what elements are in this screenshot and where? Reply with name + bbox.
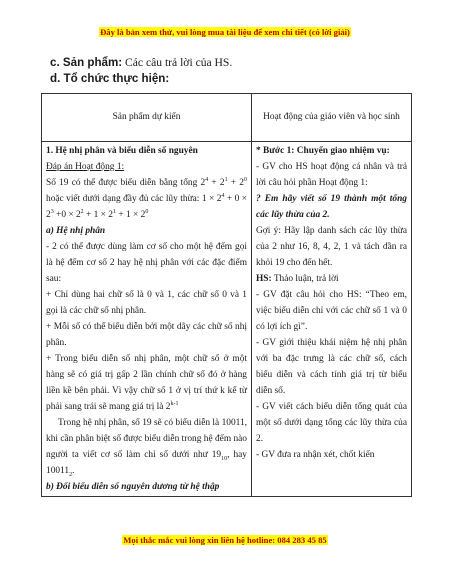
binary-paragraph-4: + Trong biểu diễn số nhị phân, một chữ số ở một hàng sẽ có giá trị gấp 2 lần chính chữ số đó ở hàng liền kề bên phải. Vì vậy chữ số 1 ở vị trí thứ k kể từ phải sang trái sẽ mang giá trị là 2$^{k-1}$	[46, 354, 247, 412]
lesson-table	[41, 93, 412, 497]
section-c-text: Các câu trả lời của HS.	[122, 56, 233, 69]
subheading-convert: b) Đổi biểu diễn số nguyên dương từ hệ thập	[46, 482, 220, 492]
question-text: ? Em hãy viết số 19 thành một tổng các lũy thừa của 2.	[256, 194, 407, 220]
table-row	[42, 142, 412, 497]
header-activity: Hoạt động của giáo viên và học sinh	[252, 94, 412, 142]
binary-paragraph-1: - 2 có thể được dùng làm cơ số cho một hệ đếm gọi là hệ đếm cơ số 2 hay hệ nhị phân với các đặc điểm sau:	[46, 242, 247, 284]
step-1: * Bước 1: Chuyển giao nhiệm vụ:	[256, 146, 390, 156]
preview-banner-text: Đây là bản xem thử, vui lòng mua tài liệu để xem chi tiết (có lời giải)	[100, 27, 350, 37]
binary-paragraph-5: Trong hệ nhị phân, số 19 sẽ có biểu diễn là 10011, khi cần phân biệt số được biểu diễn trong hệ đếm nào người ta viết cơ số làm chỉ số dưới như $19_{10}$, hay $10011_2$.	[46, 418, 247, 478]
activity-text-4: - GV viết cách biểu diễn tổng quát của một số dưới dạng tổng các lũy thừa của 2.	[256, 402, 407, 444]
section-c	[50, 56, 232, 69]
activity-cell	[252, 142, 412, 497]
header-expected-product: Sản phẩm dự kiến	[42, 94, 252, 142]
hint-text: Gợi ý: Hãy lập danh sách các lũy thừa của 2 như 16, 8, 4, 2, 1 và tách dần ra khỏi 19 cho đến hết.	[256, 226, 407, 268]
section-d	[50, 72, 169, 85]
activity-text-5: - GV đưa ra nhận xét, chốt kiến	[256, 450, 375, 460]
activity-text-3: - GV giới thiệu khái niệm hệ nhị phân với ba đặc trưng là các chữ số, cách biểu diễn và cách tính giá trị từ biểu diễn số.	[256, 338, 407, 396]
answer-label: Đáp án Hoạt động 1:	[46, 162, 125, 172]
heading-binary: 1. Hệ nhị phân và biểu diễn số nguyên	[46, 146, 198, 156]
subheading-binary: a) Hệ nhị phân	[46, 226, 106, 236]
hs-text: HS: Thảo luận, trả lời	[256, 274, 339, 284]
binary-paragraph-3: + Mỗi số có thể biểu diễn bởi một dãy các chữ số nhị phân.	[46, 322, 247, 348]
expected-product-cell	[42, 142, 252, 497]
table-header-row	[42, 94, 412, 142]
hotline-banner-text: Mọi thắc mắc vui lòng xin liên hệ hotline: 084 283 45 85	[123, 535, 327, 545]
section-c-label: c. Sản phẩm:	[50, 56, 123, 69]
hotline-banner	[0, 535, 450, 545]
binary-paragraph-2: + Chỉ dùng hai chữ số là 0 và 1, các chữ số 0 và 1 gọi là các chữ số nhị phân.	[46, 290, 247, 316]
section-d-label: d. Tổ chức thực hiện:	[50, 72, 170, 85]
activity-text-2: - GV đặt câu hỏi cho HS: “Theo em, việc biểu diễn chỉ với các chữ số 1 và 0 có lợi ích gì”.	[256, 290, 407, 332]
sum-powers-text: Số 19 có thể được biểu diễn bằng tổng $2^4 + 2^1 + 2^0$ hoặc viết dưới dạng đầy đủ các lũy thừa: $1 \times 2^4 + 0 \times 2^3 +0 \times 2^2 + 1 \times 2^1 + 1 \times 2^0$	[46, 176, 247, 220]
activity-text-1: - GV cho HS hoạt động cá nhân và trả lời câu hỏi phần Hoạt động 1:	[256, 162, 407, 188]
preview-banner	[0, 27, 450, 37]
